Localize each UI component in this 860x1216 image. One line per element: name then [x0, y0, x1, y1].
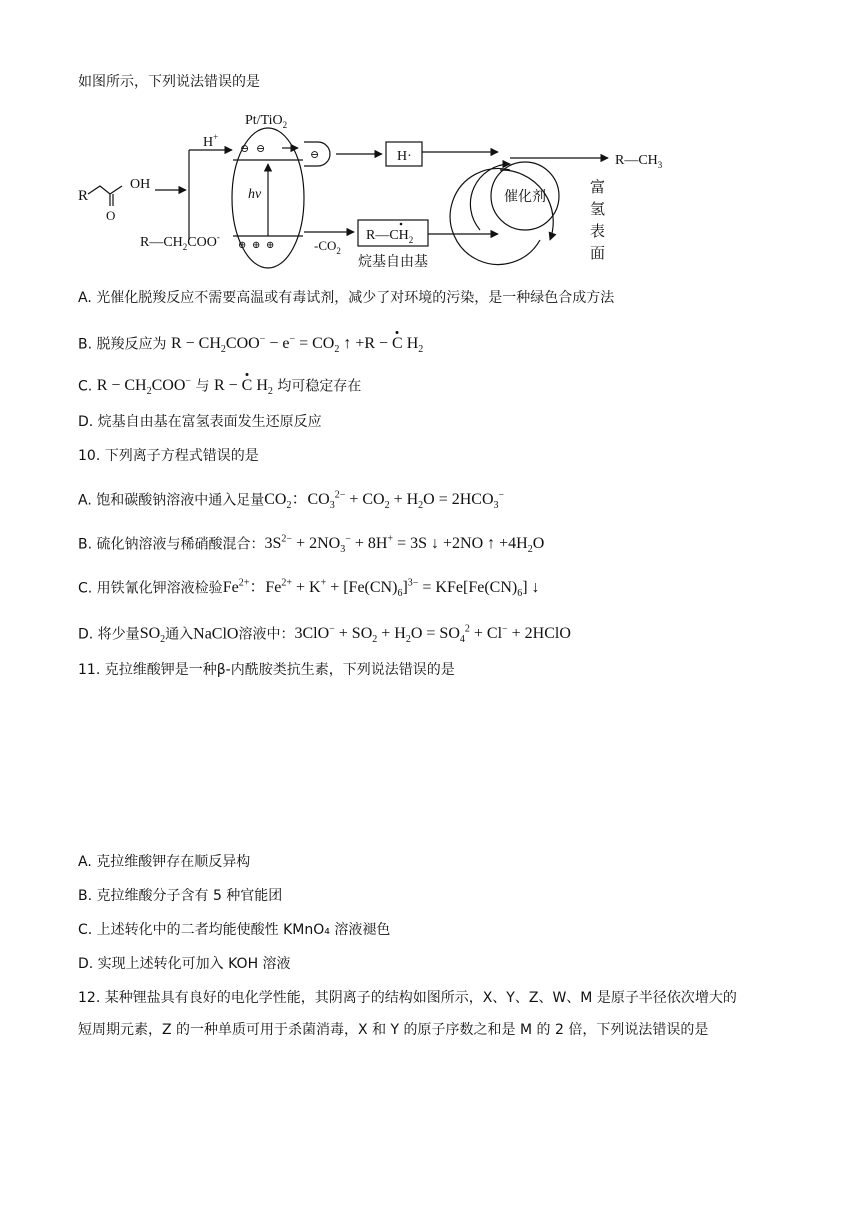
surface-char-4: 面 — [590, 244, 606, 262]
surface-char-2: 氢 — [590, 200, 606, 218]
q10-option-b-equation: $3S^{2-} + 2NO_3^- + 8H^+ = 3S$ ↓ +2NO ↑ $+4H_2O$ — [264, 534, 545, 556]
q10-option-d-equation: $3ClO^- + SO_2 + H_2O = SO_4^2 + Cl^-$ + 2HClO — [294, 624, 571, 646]
minus-co2-label: -CO — [314, 238, 337, 253]
q10-option-b — [78, 530, 544, 561]
q10-option-a-text: A. 饱和碳酸钠溶液中通入足量 — [78, 492, 265, 509]
alkyl-radical-label: R—CH — [366, 228, 409, 243]
q10-option-a — [78, 486, 504, 517]
carboxylate-sup: - — [216, 232, 220, 242]
q10-option-c — [78, 574, 540, 605]
hole-1: ⊕ — [238, 240, 247, 251]
h-plus-sup: + — [213, 132, 219, 142]
h-plus-label: H — [203, 135, 214, 150]
carboxylate-tail: COO — [187, 235, 217, 250]
q10-option-c-text: C. 用铁氰化钾溶液检验 — [78, 580, 223, 597]
q10-option-d-text: D. 将少量 — [78, 626, 140, 643]
svg-text:Pt/TiO2 — [245, 113, 287, 130]
svg-text:H+ — [203, 132, 218, 150]
q12-stem-line2: 短周期元素，Z 的一种单质可用于杀菌消毒，X 和 Y 的原子序数之和是 M 的 2 倍，下列说法错误的是 — [78, 1022, 709, 1038]
carboxylate-label: R—CH — [140, 235, 183, 250]
q9-decarboxylation-diagram — [70, 100, 690, 280]
q9-option-c-formula1: $R - CH_2COO^-$ — [96, 376, 192, 398]
q9-option-c-formula2: R − C $H_2$ — [213, 377, 273, 398]
acid-o: O — [106, 208, 116, 223]
carboxylate-sub: 2 — [182, 242, 188, 252]
cycle-catalyst-label: 催化剂 — [504, 189, 546, 205]
q10-option-b-text: B. 硫化钠溶液与稀硝酸混合： — [78, 536, 265, 553]
catalyst-sub: 2 — [282, 120, 288, 130]
q10-option-d-text2: 通入 — [165, 626, 194, 643]
q10-option-a-equation: $CO_2$：$CO_3^{2-} + CO_2 + H_2O = 2HCO_3^-$ — [264, 490, 505, 512]
q12-stem-line1: 12. 某种锂盐具有良好的电化学性能，其阴离子的结构如图所示，X、Y、Z、W、M 是原子半径依次增大的 — [78, 990, 737, 1006]
q11-structure-figure-area — [78, 690, 778, 840]
q9-option-c-suffix: 均可稳定存在 — [277, 378, 362, 395]
q9-option-b — [78, 330, 423, 361]
product-label: R—CH — [615, 153, 658, 168]
electron-2: ⊖ — [256, 143, 266, 155]
q9-option-c — [78, 372, 361, 403]
q9-option-d: D. 烷基自由基在富氢表面发生还原反应 — [78, 414, 322, 430]
hv-label: hv — [248, 187, 262, 202]
hole-2: ⊕ — [252, 240, 261, 251]
hole-3: ⊕ — [266, 240, 275, 251]
q10-option-d-text3: 溶液中： — [238, 626, 295, 643]
q10-option-d — [78, 620, 571, 651]
svg-text:R—CH3 — [615, 153, 663, 170]
q10-option-d-so2: $SO_2$ — [139, 625, 166, 646]
q11-option-a: A. 克拉维酸钾存在顺反异构 — [78, 854, 251, 870]
electron-ejected: ⊖ — [310, 149, 320, 161]
q11-option-d: D. 实现上述转化可加入 KOH 溶液 — [78, 956, 291, 972]
minus-co2-sub: 2 — [336, 246, 341, 256]
alkyl-radical-sub: 2 — [408, 235, 414, 245]
q9-option-c-mid: 与 — [195, 378, 210, 395]
surface-char-3: 表 — [590, 222, 606, 240]
q11-option-b: B. 克拉维酸分子含有 5 种官能团 — [78, 888, 283, 904]
q10-option-c-equation: $Fe^{2+}$：$Fe^{2+} + K^+ + [Fe(CN)_6]^{3-} = KFe[Fe(CN)_6]$ ↓ — [222, 578, 540, 600]
q11-stem: 11. 克拉维酸钾是一种β-内酰胺类抗生素，下列说法错误的是 — [78, 662, 455, 678]
surface-char-1: 富 — [590, 178, 606, 196]
q9-option-a: A. 光催化脱羧反应不需要高温或有毒试剂，减少了对环境的污染，是一种绿色合成方法 — [78, 290, 615, 306]
acid-r: R — [78, 188, 89, 204]
acid-oh: OH — [130, 177, 151, 192]
h-radical-label: H· — [397, 149, 412, 164]
electron-1: ⊖ — [240, 143, 250, 155]
q10-option-d-naclo: NaClO — [193, 625, 239, 643]
q11-option-c: C. 上述转化中的二者均能使酸性 KMnO₄ 溶液褪色 — [78, 922, 391, 938]
catalyst-label: Pt/TiO — [245, 113, 283, 128]
product-sub: 3 — [657, 160, 663, 170]
svg-text:R—CH2COO- — [140, 232, 220, 252]
q9-option-c-prefix: C. — [78, 378, 97, 395]
q10-stem: 10. 下列离子方程式错误的是 — [78, 448, 259, 464]
svg-text:-CO2 — [314, 238, 341, 256]
q9-intro: 如图所示，下列说法错误的是 — [78, 74, 260, 90]
q9-option-b-prefix: B. 脱羧反应为 — [78, 336, 167, 353]
q9-option-b-equation: $R - CH_2COO^- - e^- = CO_2$ ↑ +R − C $H_2$ — [170, 334, 424, 356]
svg-text:R—CH2 — [366, 228, 413, 245]
alkyl-radical-caption: 烷基自由基 — [358, 254, 428, 270]
